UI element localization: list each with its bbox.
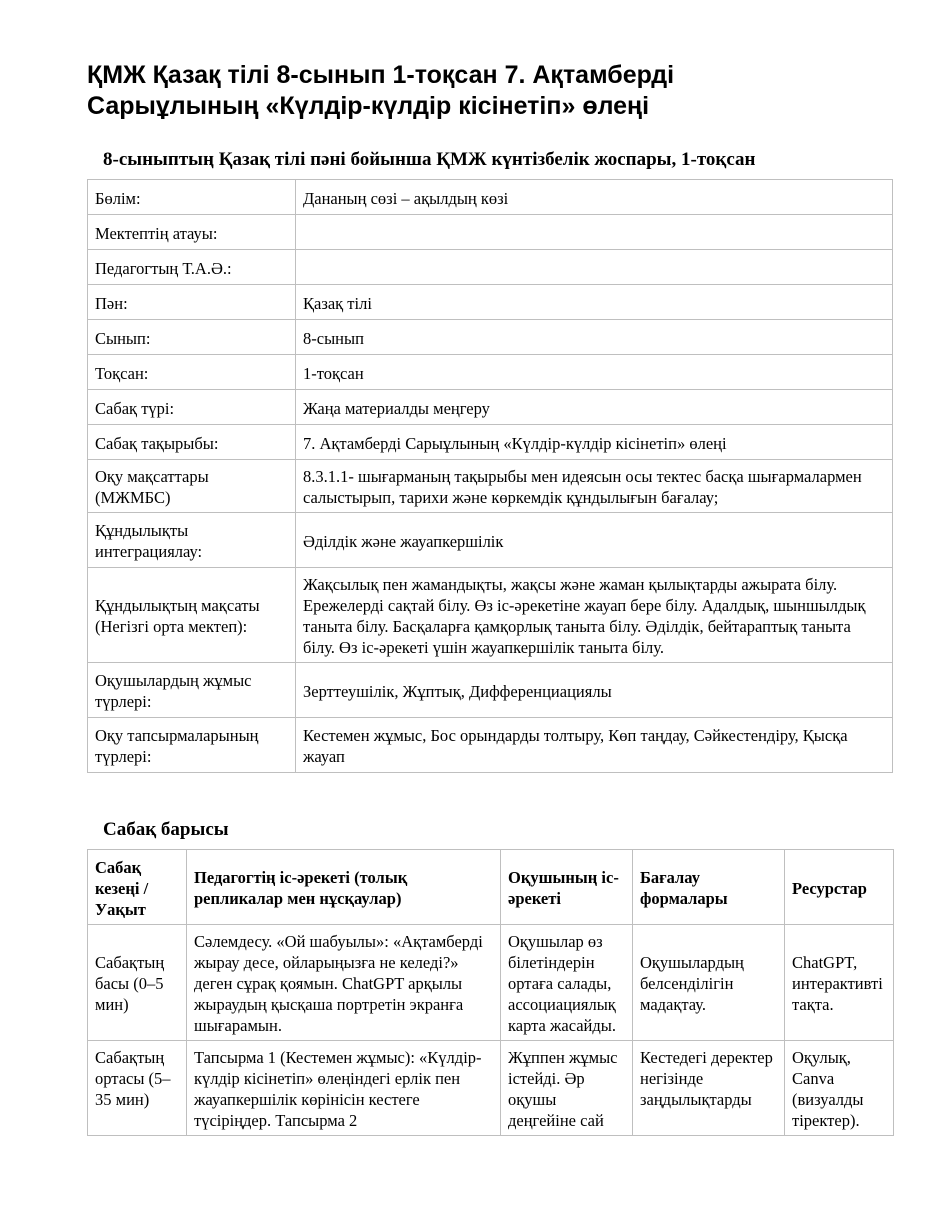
table-row (88, 460, 893, 513)
info-value: 1-тоқсан (296, 355, 893, 390)
column-header-resources: Ресурстар (785, 850, 894, 925)
info-label: Сабақ түрі: (88, 390, 296, 425)
info-label: Мектептің атауы: (88, 215, 296, 250)
table-row (88, 215, 893, 250)
lesson-flow-table (87, 849, 894, 1136)
plan-title: 8-сыныптың Қазақ тілі пәні бойынша ҚМЖ күнтізбелік жоспары, 1-тоқсан (103, 149, 756, 170)
table-row (88, 180, 893, 215)
column-header-assessment: Бағалау формалары (633, 850, 785, 925)
info-value (296, 250, 893, 285)
column-header-teacher-activity: Педагогтің іс-әрекеті (толық репликалар мен нұсқаулар) (187, 850, 501, 925)
info-value: Жақсылық пен жамандықты, жақсы және жаман қылықтарды ажырата білу. Ережелерді сақтай білу. Өз іс-әрекетіне жауап бере білу. Адалдық, шыншылдық таныта білу. Басқаларға қамқорлық таныта білу. Әділдік, бейтараптық таныта білу. Өз іс-әрекеті үшін жауапкершілік таныта білу. (296, 568, 893, 663)
table-row (88, 663, 893, 718)
table-row (88, 425, 893, 460)
column-header-stage: Сабақ кезеңі / Уақыт (88, 850, 187, 925)
info-value: Кестемен жұмыс, Бос орындарды толтыру, Көп таңдау, Сәйкестендіру, Қысқа жауап (296, 718, 893, 773)
table-row (88, 925, 894, 1041)
info-label: Оқу мақсаттары (МЖМБС) (88, 460, 296, 513)
table-row (88, 390, 893, 425)
info-value: 8-сынып (296, 320, 893, 355)
table-row (88, 285, 893, 320)
info-label: Құндылықтың мақсаты (Негізгі орта мектеп): (88, 568, 296, 663)
teacher-activity-cell: Тапсырма 1 (Кестемен жұмыс): «Күлдір-күлдір кісінетіп» өлеңіндегі ерлік пен жауапкершілік көрінісін кестеге түсіріңдер. Тапсырма 2 (187, 1041, 501, 1136)
table-row (88, 568, 893, 663)
table-row (88, 355, 893, 390)
info-label: Педагогтың Т.А.Ә.: (88, 250, 296, 285)
table-header-row (88, 850, 894, 925)
info-value: Зерттеушілік, Жұптық, Дифференциациялы (296, 663, 893, 718)
assessment-cell: Кестедегі деректер негізінде заңдылықтарды (633, 1041, 785, 1136)
table-row (88, 513, 893, 568)
table-row (88, 718, 893, 773)
student-activity-cell: Жұппен жұмыс істейді. Әр оқушы деңгейіне сай (501, 1041, 633, 1136)
student-activity-cell: Оқушылар өз білетіндерін ортаға салады, ассоциациялық карта жасайды. (501, 925, 633, 1041)
info-value: Дананың сөзі – ақылдың көзі (296, 180, 893, 215)
info-value: 7. Ақтамберді Сарыұлының «Күлдір-күлдір кісінетіп» өлеңі (296, 425, 893, 460)
info-value (296, 215, 893, 250)
info-label: Құндылықты интеграциялау: (88, 513, 296, 568)
table-row (88, 320, 893, 355)
stage-cell: Сабақтың басы (0–5 мин) (88, 925, 187, 1041)
info-label: Бөлім: (88, 180, 296, 215)
assessment-cell: Оқушылардың белсенділігін мадақтау. (633, 925, 785, 1041)
info-value: Қазақ тілі (296, 285, 893, 320)
stage-cell: Сабақтың ортасы (5–35 мин) (88, 1041, 187, 1136)
table-row (88, 250, 893, 285)
lesson-info-table (87, 179, 893, 773)
resources-cell: Оқулық, Canva (визуалды тіректер). (785, 1041, 894, 1136)
resources-cell: ChatGPT, интерактивті тақта. (785, 925, 894, 1041)
document-title: ҚМЖ Қазақ тілі 8-сынып 1-тоқсан 7. Ақтамберді Сарыұлының «Күлдір-күлдір кісінетіп» өлеңі (87, 61, 675, 120)
info-label: Сынып: (88, 320, 296, 355)
info-value: Жаңа материалды меңгеру (296, 390, 893, 425)
info-label: Оқу тапсырмаларының түрлері: (88, 718, 296, 773)
teacher-activity-cell: Сәлемдесу. «Ой шабуылы»: «Ақтамберді жырау десе, ойларыңызға не келеді?» деген сұрақ қоямын. ChatGPT арқылы жыраудың қысқаша портретін экранға шығарамын. (187, 925, 501, 1041)
info-value: 8.3.1.1- шығарманың тақырыбы мен идеясын осы тектес басқа шығармалармен салыстырып, тарихи және көркемдік құндылығын бағалау; (296, 460, 893, 513)
column-header-student-activity: Оқушының іс-әрекеті (501, 850, 633, 925)
info-label: Оқушылардың жұмыс түрлері: (88, 663, 296, 718)
info-label: Тоқсан: (88, 355, 296, 390)
info-label: Пән: (88, 285, 296, 320)
info-label: Сабақ тақырыбы: (88, 425, 296, 460)
info-value: Әділдік және жауапкершілік (296, 513, 893, 568)
lesson-flow-heading: Сабақ барысы (103, 819, 229, 840)
table-row (88, 1041, 894, 1136)
